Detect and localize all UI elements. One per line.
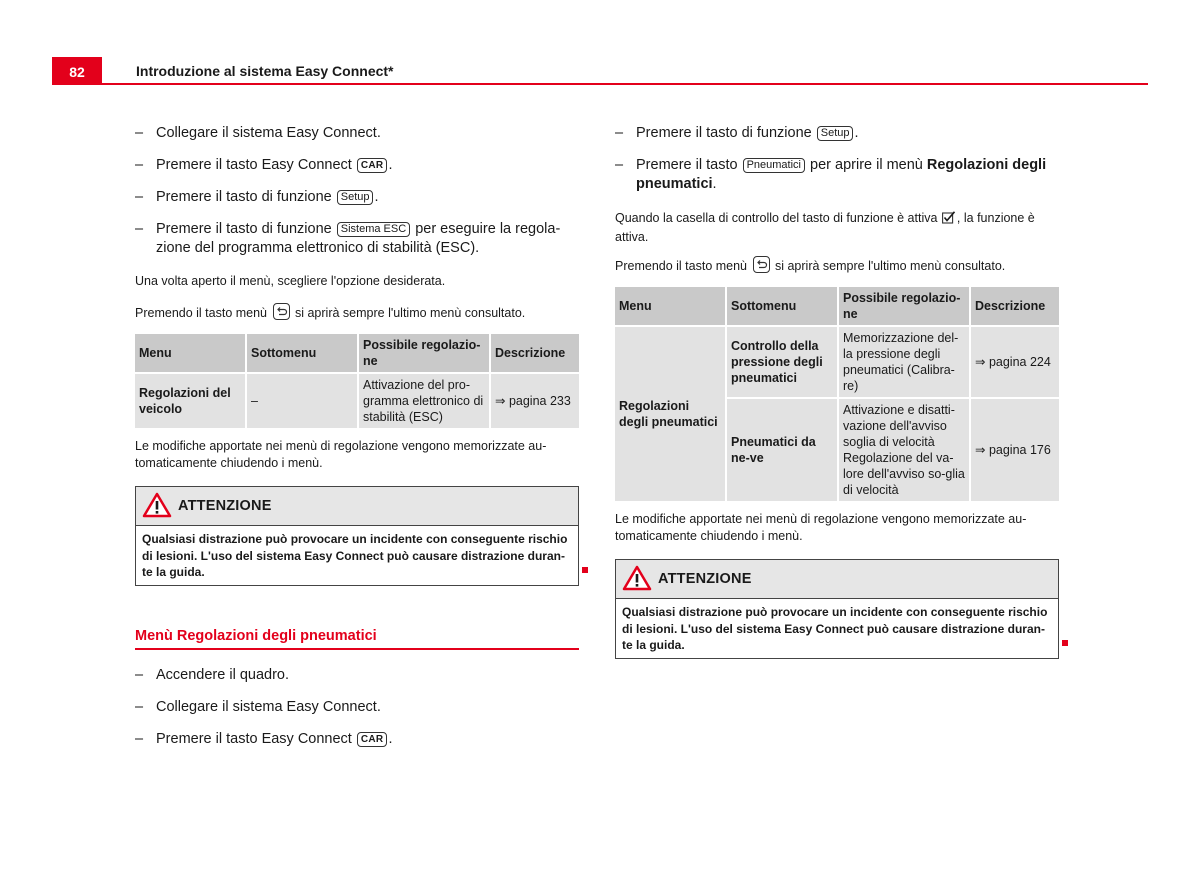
tyre-settings-table bbox=[613, 285, 1061, 503]
warning-text: Qualsiasi distrazione può provocare un incidente con conseguente rischio di lesioni. L'uso del sistema Easy Connect può causare distrazione duran-te la guida. bbox=[622, 605, 1048, 652]
step-press-tyres: – Premere il tasto Pneumatici per aprire il menù Regolazioni degli pneumatici. bbox=[615, 157, 1047, 192]
tyres-key: Pneumatici bbox=[743, 158, 805, 173]
warning-text: Qualsiasi distrazione può provocare un incidente con conseguente rischio di lesioni. L'uso del sistema Easy Connect può causare distrazione duran-te la guida. bbox=[142, 532, 568, 579]
warning-triangle-icon bbox=[142, 492, 172, 518]
header-rule bbox=[102, 83, 1148, 85]
paragraph: Le modifiche apportate nei menù di regolazione vengono memorizzate au-tomaticamente chiudendo i menù. bbox=[135, 439, 547, 470]
setup-key: Setup bbox=[817, 126, 854, 141]
step-press-setup: – Premere il tasto di funzione Setup . bbox=[135, 189, 379, 205]
paragraph: Quando la casella di controllo del tasto di funzione è attiva , la funzione è attiva. bbox=[615, 211, 1035, 244]
back-menu-icon bbox=[753, 256, 770, 273]
step-press-car: – Premere il tasto Easy Connect CAR . bbox=[135, 157, 393, 173]
table-row: Regolazioni degli pneumatici Controllo della pressione degli pneumatici Memorizzazione del-la pressione degli pneumatici (Calibra-re) ⇒ pagina 224 bbox=[615, 327, 1059, 397]
paragraph: Premendo il tasto menù si aprirà sempre l'ultimo menù consultato. bbox=[615, 256, 1059, 275]
section-end-mark bbox=[582, 567, 588, 573]
step-press-setup: – Premere il tasto di funzione Setup . bbox=[615, 125, 859, 141]
step-press-car: – Premere il tasto Easy Connect CAR . bbox=[135, 731, 393, 747]
setup-key: Setup bbox=[337, 190, 374, 205]
checkbox-checked-icon bbox=[942, 211, 956, 229]
page-header bbox=[52, 57, 1148, 85]
car-key-icon: CAR bbox=[357, 732, 388, 747]
warning-triangle-icon bbox=[622, 565, 652, 591]
step-press-esc: – Premere il tasto di funzione Sistema ESC per eseguire la regola-zione del programma elettronico di stabilità (ESC). bbox=[135, 221, 561, 256]
back-menu-icon bbox=[273, 303, 290, 320]
warning-box bbox=[135, 486, 579, 586]
page-number: 82 bbox=[52, 57, 102, 85]
section-rule bbox=[135, 648, 579, 650]
paragraph: Una volta aperto il menù, scegliere l'opzione desiderata. bbox=[135, 274, 446, 288]
table-header-row: Menu Sottomenu Possibile regolazio-ne Descrizione bbox=[135, 334, 579, 372]
esc-key: Sistema ESC bbox=[337, 222, 410, 237]
step-ignition: – Accendere il quadro. bbox=[135, 667, 289, 683]
section-end-mark bbox=[1062, 640, 1068, 646]
paragraph: Le modifiche apportate nei menù di regolazione vengono memorizzate au-tomaticamente chiudendo i menù. bbox=[615, 512, 1027, 543]
settings-table bbox=[133, 332, 581, 430]
section-heading: Menù Regolazioni degli pneumatici bbox=[135, 628, 377, 644]
table-row: Regolazioni del veicolo – Attivazione del pro-gramma elettronico di stabilità (ESC) ⇒ pagina 233 bbox=[135, 374, 579, 428]
car-key-icon: CAR bbox=[357, 158, 388, 173]
table-row: Pneumatici da ne-ve Attivazione e disatti-vazione dell'avviso soglia di velocità Regolazione del va-lore dell'avviso so-glia di velocità ⇒ pagina 176 bbox=[615, 399, 1059, 501]
warning-title: ATTENZIONE bbox=[658, 571, 752, 587]
paragraph: Premendo il tasto menù si aprirà sempre l'ultimo menù consultato. bbox=[135, 303, 579, 322]
warning-title: ATTENZIONE bbox=[178, 498, 272, 514]
warning-box bbox=[615, 559, 1059, 659]
step-connect: – Collegare il sistema Easy Connect. bbox=[135, 125, 381, 141]
step-connect: – Collegare il sistema Easy Connect. bbox=[135, 699, 381, 715]
table-header-row: Menu Sottomenu Possibile regolazio-ne Descrizione bbox=[615, 287, 1059, 325]
chapter-title: Introduzione al sistema Easy Connect* bbox=[136, 63, 394, 79]
